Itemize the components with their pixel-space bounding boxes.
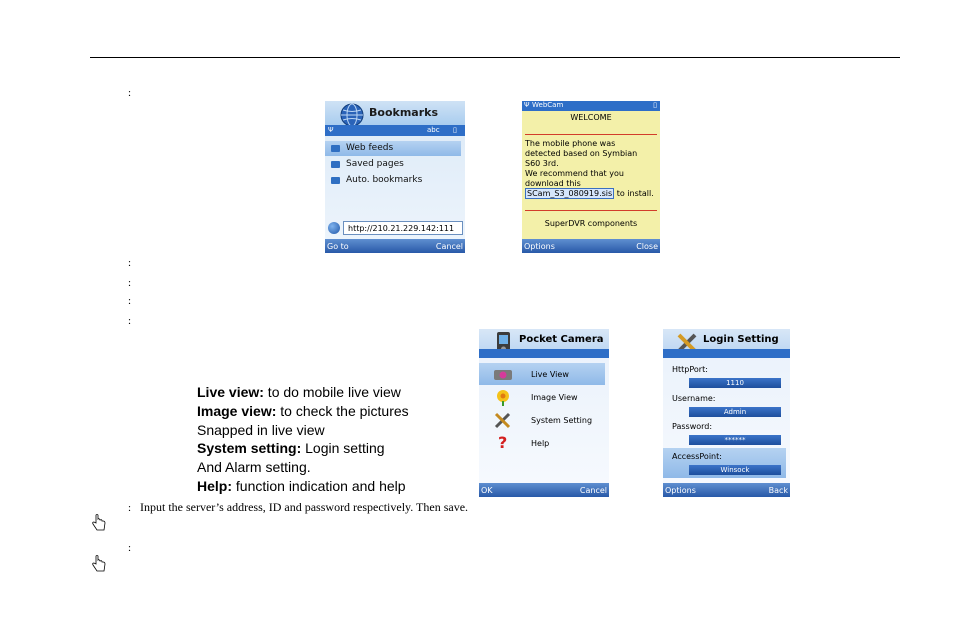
folder-icon (331, 161, 340, 168)
list-item[interactable]: Auto. bookmarks (325, 173, 461, 188)
pocket-camera-screen (479, 329, 609, 497)
cancel-softkey[interactable]: Cancel (435, 242, 463, 251)
pocket-camera-title: Pocket Camera (519, 334, 604, 345)
status-bar (325, 125, 465, 136)
desc-help: Help: function indication and help (197, 478, 406, 494)
list-marker: : (128, 542, 132, 554)
hand-pointer-icon (91, 555, 107, 573)
question-icon: ? (498, 433, 508, 452)
status-bar (663, 349, 790, 358)
list-marker: : (128, 315, 132, 327)
softkey-bar (522, 239, 660, 253)
desc-live-view: Live view: to do mobile live view (197, 384, 401, 400)
welcome-message: The mobile phone was detected based on Symbian S60 3rd. We recommend that you download this SCam_S3_080919.sis to install. (525, 139, 654, 198)
divider (525, 134, 657, 135)
httpport-label: HttpPort: (672, 365, 708, 374)
goto-softkey[interactable]: Go to (327, 242, 349, 251)
list-marker: : (128, 277, 132, 289)
webcam-screen (522, 101, 660, 253)
web-icon (328, 222, 340, 234)
menu-item-live-view[interactable]: Live View (479, 363, 605, 385)
status-bar (479, 349, 609, 358)
username-field[interactable]: Admin (689, 407, 781, 417)
divider (525, 210, 657, 211)
folder-icon (331, 145, 340, 152)
menu-item-system-setting[interactable]: System Setting (479, 409, 605, 431)
flower-icon (494, 388, 512, 406)
download-link[interactable]: SCam_S3_080919.sis (527, 189, 613, 198)
login-setting-title: Login Setting (703, 334, 779, 345)
list-item[interactable]: Web feeds (325, 141, 461, 156)
folder-icon (331, 177, 340, 184)
options-softkey[interactable]: Options (665, 486, 696, 495)
login-setting-screen (663, 329, 790, 497)
tools-icon (493, 411, 513, 429)
softkey-bar (325, 239, 465, 253)
app-name: WebCam (532, 101, 564, 109)
battery-icon: ▯ (653, 101, 657, 109)
close-softkey[interactable]: Close (636, 242, 658, 251)
webcam-header (522, 101, 660, 111)
signal-icon: Ψ (524, 101, 530, 109)
bookmarks-screen (325, 101, 465, 253)
bookmarks-header (325, 101, 465, 125)
accesspoint-label: AccessPoint: (672, 452, 722, 461)
input-mode: abc (427, 126, 440, 134)
battery-icon: ▯ (453, 126, 457, 134)
httpport-field[interactable]: 1110 (689, 378, 781, 388)
accesspoint-field[interactable]: Winsock (689, 465, 781, 475)
password-field[interactable]: ****** (689, 435, 781, 445)
header-rule (90, 57, 900, 58)
softkey-bar (663, 483, 790, 497)
username-label: Username: (672, 394, 716, 403)
cancel-softkey[interactable]: Cancel (579, 486, 607, 495)
hand-pointer-icon (91, 514, 107, 532)
desc-system-setting-2: And Alarm setting. (197, 459, 311, 475)
components-link[interactable]: SuperDVR components (544, 219, 638, 228)
softkey-bar (479, 483, 609, 497)
options-softkey[interactable]: Options (524, 242, 555, 251)
bookmarks-title: Bookmarks (369, 106, 438, 119)
list-marker: : (128, 257, 132, 269)
welcome-heading: WELCOME (570, 113, 612, 122)
menu-item-image-view[interactable]: Image View (479, 386, 605, 408)
signal-icon: Ψ (328, 126, 334, 134)
desc-image-view-2: Snapped in live view (197, 422, 325, 438)
camera-icon (493, 367, 513, 381)
instruction-text: Input the server’s address, ID and password respectively. Then save. (140, 500, 469, 514)
url-input[interactable]: http://210.21.229.142:111 (343, 221, 463, 235)
ok-softkey[interactable]: OK (481, 486, 493, 495)
desc-system-setting: System setting: Login setting (197, 440, 385, 456)
list-marker: : (128, 295, 132, 307)
desc-image-view: Image view: to check the pictures (197, 403, 409, 419)
list-marker: : (128, 502, 132, 514)
list-marker: : (128, 87, 132, 99)
back-softkey[interactable]: Back (768, 486, 788, 495)
menu-item-help[interactable]: ? Help (498, 433, 550, 452)
list-item[interactable]: Saved pages (325, 157, 461, 172)
password-label: Password: (672, 422, 713, 431)
